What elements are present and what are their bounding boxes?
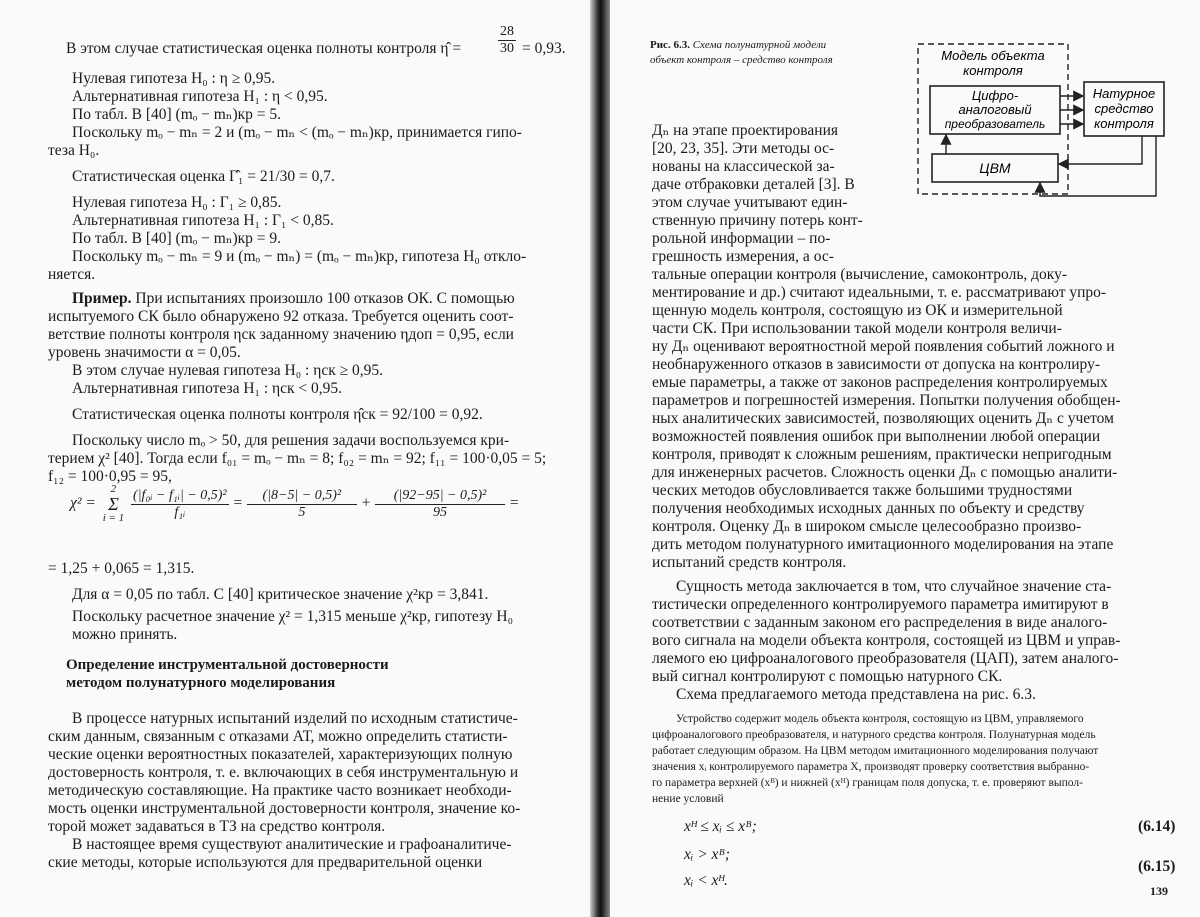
cvm-label: ЦВМ bbox=[979, 160, 1011, 176]
chi-lhs: χ² = bbox=[70, 494, 96, 512]
right-text-line: получения необходимых исходных данных по объекту и средству bbox=[652, 500, 1085, 517]
chi-equals-1: = bbox=[232, 494, 243, 512]
sum-sign: Σ bbox=[108, 494, 119, 514]
figure-caption-text: Схема полунатурной модели bbox=[692, 39, 827, 51]
right-text-line: вый сигнал контролируют с помощью натурного СК. bbox=[652, 668, 1003, 685]
right-text-line: необнаруженного отказов в зависимости от допуска на контролиру- bbox=[652, 356, 1101, 373]
chi-fraction-general bbox=[131, 488, 229, 521]
chi-fraction-general-denominator: f₁ᵢ bbox=[174, 504, 186, 520]
left-text-line: Нулевая гипотеза H₀ : η ≥ 0,95. bbox=[72, 70, 276, 87]
model-object-title-1: Модель объекта bbox=[941, 48, 1045, 63]
right-narrow-text-line: Дₙ на этапе проектирования bbox=[652, 122, 839, 139]
condition-formula: xᵢ > xᴮ; bbox=[684, 846, 731, 863]
right-text-line: дить методом полунатурного имитационного моделирования на этапе bbox=[652, 536, 1114, 553]
left-text-line: ские методы, которые используются для предварительной оценки bbox=[48, 854, 483, 871]
right-text-line: ляемого ею цифроаналогового преобразователя (ЦАП), затем аналого- bbox=[652, 650, 1119, 667]
right-small-text-line: значения xᵢ контролируемого параметра X, производят проверку соответствия выбранно- bbox=[652, 761, 1090, 773]
natural-control-label-2: средство bbox=[1094, 101, 1154, 116]
right-text-line: Сущность метода заключается в том, что случайное значение ста- bbox=[676, 578, 1112, 595]
natural-control-label-1: Натурное bbox=[1092, 86, 1156, 101]
eta-fraction-line bbox=[498, 24, 516, 57]
left-text-line: В этом случае статистическая оценка полноты контроля η̂ = bbox=[66, 40, 462, 57]
right-narrow-text-line: даче отбраковки деталей [3]. В bbox=[652, 176, 855, 193]
left-text-line: ским данным, связанным с отказами АТ, можно определить статисти- bbox=[48, 728, 508, 745]
left-text-line: Поскольку mₒ − mₙ = 9 и (mₒ − mₙ) = (mₒ − mₙ)кр, гипотеза H₀ откло- bbox=[72, 248, 527, 265]
left-text-line: торой может задаваться в ТЗ на средство контроля. bbox=[48, 818, 386, 835]
left-text-line: теза H₀. bbox=[48, 142, 100, 159]
dac-label-1: Цифро- bbox=[971, 88, 1019, 103]
left-text-line: Поскольку mₒ − mₙ = 2 и (mₒ − mₙ < (mₒ − mₙ)кр, принимается гипо- bbox=[72, 124, 522, 141]
chi-square-formula bbox=[70, 484, 519, 524]
right-narrow-text-line: этом случае учитывают един- bbox=[652, 194, 848, 211]
left-text-line: В этом случае нулевая гипотеза H₀ : ηск ≥ 0,95. bbox=[72, 362, 383, 379]
right-text-line: контроля. Оценку Дₙ в широком смысле целесообразно произво- bbox=[652, 518, 1082, 535]
chi-fraction-first-numerator: (|8−5| − 0,5)² bbox=[247, 488, 357, 505]
right-text-line: ну Дₙ оценивают вероятностной мерой появления событий ложного и bbox=[652, 338, 1115, 355]
equation-number-6-14: (6.14) bbox=[1138, 818, 1176, 835]
left-text-line: можно принять. bbox=[72, 626, 178, 643]
condition-formula: xᵢ < xᴴ. bbox=[684, 872, 728, 889]
sum-operator bbox=[103, 484, 124, 524]
right-text-line: вого сигнала на модели объекта контроля, состоящей из ЦВМ и управ- bbox=[652, 632, 1121, 649]
chi-fraction-general-numerator: (|f₀ᵢ − f₁ᵢ| − 0,5)² bbox=[133, 487, 227, 503]
right-small-text-line: цифроаналогового преобразователя, и натурного средства контроля. Полунатурная модель bbox=[652, 729, 1096, 741]
book-gutter bbox=[590, 0, 610, 917]
eta-fraction-numerator: 28 bbox=[500, 24, 514, 39]
right-text-line: параметров и погрешностей измерения. Попытки получения обобщен- bbox=[652, 392, 1121, 409]
condition-formula: xᴴ ≤ xᵢ ≤ xᴮ; bbox=[684, 818, 757, 835]
right-text-line: контроля, приводят к сложным решениям, практически непригодным bbox=[652, 446, 1112, 463]
right-narrow-text-line: рольной информации – по- bbox=[652, 230, 831, 247]
left-text-line: Альтернативная гипотеза H₁ : η < 0,95. bbox=[72, 88, 328, 105]
right-text-line: ных аналитических зависимостей, позволяющих оценить Дₙ с учетом bbox=[652, 410, 1114, 427]
left-text-line: По табл. B [40] (mₒ − mₙ)кр = 5. bbox=[72, 106, 282, 123]
left-text-line: Для α = 0,05 по табл. C [40] критическое значение χ²кр = 3,841. bbox=[72, 586, 489, 603]
example-label: Пример. bbox=[72, 290, 132, 307]
dac-label-3: преобразователь bbox=[944, 117, 1046, 131]
left-text-line: Альтернативная гипотеза H₁ : ηск < 0,95. bbox=[72, 380, 343, 397]
right-text-line: части СК. При использовании такой модели контроля величи- bbox=[652, 320, 1062, 337]
page-number: 139 bbox=[1150, 884, 1168, 898]
arrow-natural-to-cvm-1 bbox=[1059, 136, 1142, 164]
left-text-line: Статистическая оценка Γ̂₁ = 21/30 = 0,7. bbox=[72, 168, 335, 185]
chi-plus: + bbox=[360, 494, 372, 512]
equation-number-6-15: (6.15) bbox=[1138, 858, 1176, 875]
left-text-line: Поскольку расчетное значение χ² = 1,315 меньше χ²кр, гипотезу H₀ bbox=[72, 608, 513, 625]
chi-fraction-first-denominator: 5 bbox=[298, 504, 306, 520]
right-small-text-line: работает следующим образом. На ЦВМ методом имитационного моделирования получают bbox=[652, 745, 1099, 757]
right-text-line: тистически определенного контролируемого параметра имитируют в bbox=[652, 596, 1109, 613]
left-text-line: няется. bbox=[48, 266, 96, 283]
left-text-line: По табл. B [40] (mₒ − mₙ)кр = 9. bbox=[72, 230, 282, 247]
left-page bbox=[0, 0, 590, 917]
chi-fraction-second bbox=[375, 488, 505, 521]
right-small-text-line: нение условий bbox=[652, 793, 724, 805]
right-text-line: емые параметры, а также от законов распределения контролируемых bbox=[652, 374, 1108, 391]
left-text-line: ветствие полноты контроля ηск заданному значению ηдоп = 0,95, если bbox=[48, 326, 514, 343]
left-text-line: Поскольку число mₒ > 50, для решения задачи воспользуемся кри- bbox=[72, 432, 510, 449]
left-text-line: Нулевая гипотеза H₀ : Γ₁ ≥ 0,85. bbox=[72, 194, 282, 211]
right-text-line: щенную модель контроля, состоящую из ОК и измерительной bbox=[652, 302, 1063, 319]
section-heading-line-1: Определение инструментальной достоверности bbox=[66, 657, 389, 673]
right-text-line: ческих методов обусловливается также большими трудностями bbox=[652, 482, 1073, 499]
right-narrow-text-line: [20, 23, 35]. Эти методы ос- bbox=[652, 140, 835, 157]
left-text-line: = 0,93. bbox=[522, 40, 566, 57]
natural-control-label-3: контроля bbox=[1094, 116, 1154, 131]
right-small-text-line: го параметра верхней (xᴮ) и нижней (xᴴ) границам поля допуска, т. е. проверяют выпол- bbox=[652, 777, 1083, 789]
figure-caption-label: Рис. 6.3. bbox=[650, 39, 690, 51]
left-text-line: f₁₂ = 100·0,95 = 95, bbox=[48, 468, 172, 485]
left-text-line: = 1,25 + 0,065 = 1,315. bbox=[48, 560, 195, 577]
right-text-line: для инженерных расчетов. Сложность оценки Дₙ с помощью аналити- bbox=[652, 464, 1118, 481]
left-text-line: Статистическая оценка полноты контроля η̂ск = 92/100 = 0,92. bbox=[72, 406, 483, 423]
chi-equals-2: = bbox=[508, 494, 520, 512]
left-text-line: В настоящее время существуют аналитические и графоаналитиче- bbox=[72, 836, 512, 853]
left-text-line: достоверность контроля, т. е. включающих в себя инструментальную и bbox=[48, 764, 519, 781]
left-text-line: Пример. При испытаниях произошло 100 отказов ОК. С помощью bbox=[72, 290, 515, 307]
right-small-text-line: Устройство содержит модель объекта контроля, состоящую из ЦВМ, управляемого bbox=[676, 713, 1084, 725]
figure-caption bbox=[650, 38, 910, 68]
right-text-line: Схема предлагаемого метода представлена на рис. 6.3. bbox=[676, 686, 1036, 703]
right-text-line: соответствии с заданным законом его распределения в виде аналого- bbox=[652, 614, 1108, 631]
chi-fraction-first bbox=[247, 488, 357, 521]
eta-fraction-denominator: 30 bbox=[500, 41, 514, 56]
left-text-line: методическую составляющие. На практике часто возникает необходи- bbox=[48, 782, 512, 799]
eta-fraction bbox=[498, 24, 516, 57]
sum-lower-limit: i = 1 bbox=[102, 512, 125, 524]
right-text-line: испытаний средств контроля. bbox=[652, 554, 847, 571]
left-text-line: В процессе натурных испытаний изделий по исходным статистиче- bbox=[72, 710, 518, 727]
right-text-line: возможностей появления ошибок при выполнении любой операции bbox=[652, 428, 1101, 445]
sum-upper-limit: 2 bbox=[110, 483, 117, 495]
right-narrow-text-line: нованы на классической за- bbox=[652, 158, 835, 175]
right-page bbox=[610, 0, 1200, 917]
section-heading-line-2: методом полунатурного моделирования bbox=[66, 675, 336, 691]
left-text-line: испытуемого СК было обнаружено 92 отказа. Требуется оценить соот- bbox=[48, 308, 514, 325]
left-text-line: уровень значимости α = 0,05. bbox=[48, 344, 241, 361]
right-narrow-text-line: грешность измерения, а ос- bbox=[652, 248, 834, 265]
right-text-line: ментирование и др.) считают идеальными, т. е. рассматривают упро- bbox=[652, 284, 1107, 301]
right-narrow-text-line: ственную причину потерь конт- bbox=[652, 212, 863, 229]
dac-label-2: аналоговый bbox=[958, 102, 1032, 117]
figure-caption-line-2: объект контроля – средство контроля bbox=[650, 54, 833, 66]
left-text-line: мость оценки инструментальной достоверности контроля, значение ко- bbox=[48, 800, 521, 817]
chi-fraction-second-numerator: (|92−95| − 0,5)² bbox=[375, 488, 505, 505]
left-text-line: терием χ² [40]. Тогда если f₀₁ = mₒ − mₙ = 8; f₀₂ = mₙ = 92; f₁₁ = 100·0,05 = 5; bbox=[48, 450, 547, 467]
right-text-line: тальные операции контроля (вычисление, самоконтроль, доку- bbox=[652, 266, 1068, 283]
chi-fraction-second-denominator: 95 bbox=[433, 504, 448, 520]
left-text-line: Альтернативная гипотеза H₁ : Γ₁ < 0,85. bbox=[72, 212, 334, 229]
model-object-title-2: контроля bbox=[963, 63, 1023, 78]
left-text-line: ческие оценки вероятностных показателей, характеризующих полную bbox=[48, 746, 513, 763]
semi-natural-model-diagram bbox=[910, 38, 1180, 213]
